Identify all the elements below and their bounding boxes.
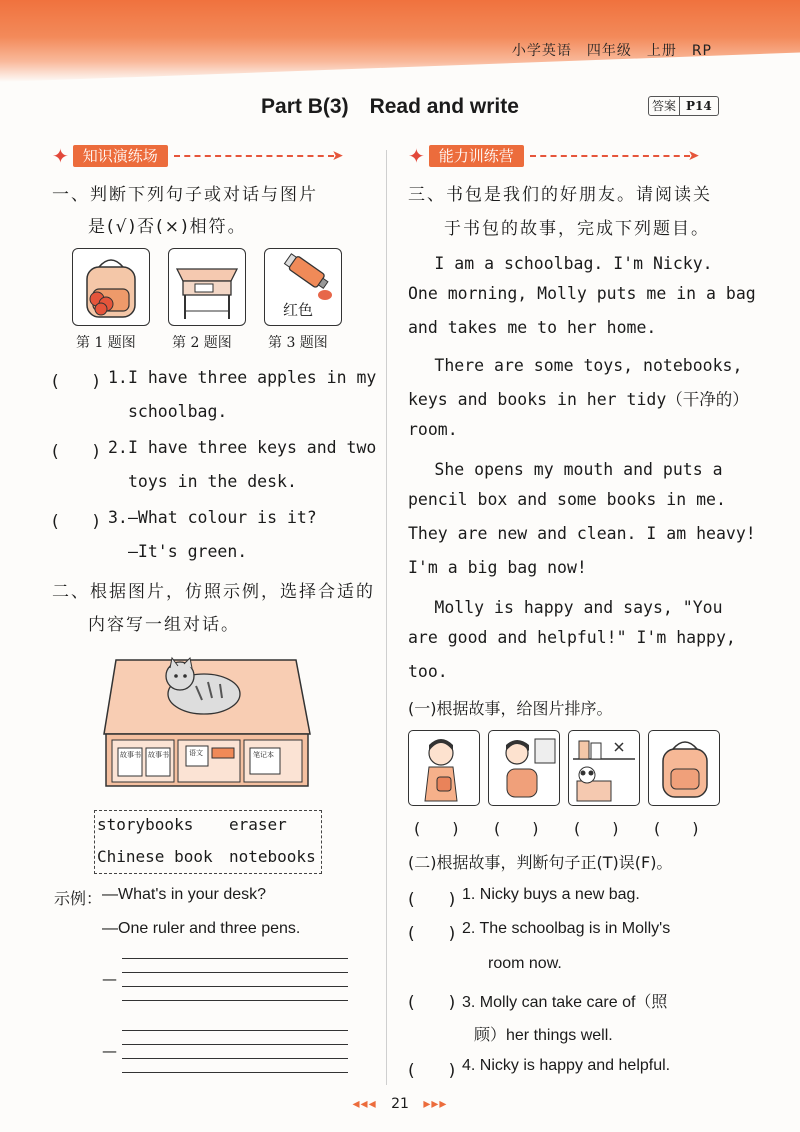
header-meta: 小学英语 四年级 上册 RP (511, 43, 712, 59)
dash-mark: — (102, 1042, 117, 1060)
prev-arrows-icon: ◂◂◂ (352, 1096, 377, 1112)
picture-3 (264, 248, 342, 326)
toys-on-shelf-icon (569, 731, 639, 805)
girl-hugging-bag-icon (489, 731, 559, 805)
q2-instruction-line2: 内容写一组对话。 (88, 615, 240, 635)
schoolbag-icon (649, 731, 719, 805)
desk-with-cat-icon (100, 646, 314, 792)
tf-item-2-line1: 2. The schoolbag is in Molly's (462, 920, 671, 937)
write-line[interactable] (122, 1072, 348, 1073)
picture-3-caption: 第 3 题图 (268, 335, 328, 351)
drawer-label: 故事书 (148, 751, 169, 759)
q1-instruction-line2: 是(√)否(×)相符。 (88, 217, 247, 237)
drawer-label: 语文 (189, 749, 203, 757)
story-line: and takes me to her home. (408, 318, 657, 337)
picture-1-caption: 第 1 题图 (76, 335, 136, 351)
desk-icon (169, 249, 245, 325)
word-bank (94, 810, 322, 874)
story-line: One morning, Molly puts me in a bag (408, 284, 756, 303)
write-line[interactable] (122, 1000, 348, 1001)
order-bracket[interactable]: ( ) (654, 819, 699, 838)
tf-bracket[interactable]: ( ) (408, 993, 456, 1013)
example-answer: —One ruler and three pens. (102, 920, 301, 937)
page-title: Part B(3) Read and write (261, 95, 519, 118)
story-line: room. (408, 420, 458, 439)
order-bracket[interactable]: ( ) (494, 819, 539, 838)
star-icon: ✦ (52, 144, 69, 168)
q1-item-3-line2: —It's green. (128, 542, 248, 561)
order-bracket[interactable]: ( ) (574, 819, 619, 838)
q1-item-2-line2: toys in the desk. (128, 472, 297, 491)
story-line: pencil box and some books in me. (408, 490, 726, 509)
tf-item-4: 4. Nicky is happy and helpful. (462, 1057, 671, 1074)
picture-2-caption: 第 2 题图 (172, 335, 232, 351)
footer (0, 1096, 800, 1112)
drawer-label: 笔记本 (253, 751, 274, 759)
tf-bracket[interactable]: ( ) (408, 1061, 456, 1081)
answer-bracket[interactable]: ( ) (52, 372, 100, 392)
column-divider (386, 150, 387, 1085)
next-arrows-icon: ▸▸▸ (423, 1096, 448, 1112)
section-tag-left (52, 144, 344, 168)
tf-bracket[interactable]: ( ) (408, 890, 456, 910)
drawer-label: 故事书 (120, 751, 141, 759)
q2-instruction-line1: 二、根据图片，仿照示例，选择合适的 (52, 582, 375, 602)
dashed-line (174, 155, 334, 157)
q3-instruction-line2: 于书包的故事，完成下列题目。 (444, 219, 710, 239)
page-number: 21 (391, 1096, 409, 1112)
story-line: She opens my mouth and puts a (408, 460, 723, 479)
write-line[interactable] (122, 1058, 348, 1059)
tf-bracket[interactable]: ( ) (408, 924, 456, 944)
word: storybooks (97, 815, 194, 834)
q1-item-2-line1: I have three keys and two (128, 438, 377, 457)
picture-3-label: 红色 (283, 301, 314, 319)
q1-item-1-num: 1. (108, 368, 128, 387)
story-picture-1 (408, 730, 480, 806)
q1-item-3-num: 3. (108, 508, 128, 527)
q1-item-2-num: 2. (108, 438, 128, 457)
q1-item-3-line1: —What colour is it? (128, 508, 317, 527)
example-question: —What's in your desk? (102, 886, 267, 903)
write-line[interactable] (122, 1030, 348, 1031)
q3-instruction-line1: 三、书包是我们的好朋友。请阅读关 (408, 185, 712, 205)
part1-instruction: (一)根据故事，给图片排序。 (408, 699, 613, 718)
word: notebooks (229, 847, 316, 866)
write-line[interactable] (122, 1044, 348, 1045)
story-picture-4 (648, 730, 720, 806)
answer-badge[interactable] (648, 96, 719, 116)
picture-2 (168, 248, 246, 326)
word: Chinese book (97, 847, 213, 866)
q1-item-1-line1: I have three apples in my (128, 368, 377, 387)
story-line: There are some toys, notebooks, (408, 356, 743, 375)
write-line[interactable] (122, 986, 348, 987)
example-label: 示例： (54, 889, 103, 908)
section-label: 知识演练场 (73, 145, 168, 167)
order-bracket[interactable]: ( ) (414, 819, 459, 838)
tf-item-2-line2: room now. (488, 955, 562, 972)
star-icon: ✦ (408, 144, 425, 168)
story-line: keys and books in her tidy（干净的） (408, 390, 749, 409)
answer-label: 答案 (649, 97, 680, 115)
tf-item-1: 1. Nicky buys a new bag. (462, 886, 640, 903)
answer-bracket[interactable]: ( ) (52, 512, 100, 532)
tf-item-3-line2: 顾）her things well. (474, 1027, 613, 1044)
story-line: They are new and clean. I am heavy! (408, 524, 756, 543)
dashed-line (530, 155, 690, 157)
schoolbag-with-apples-icon (73, 249, 149, 325)
story-picture-3 (568, 730, 640, 806)
story-line: too. (408, 662, 448, 681)
q1-item-1-line2: schoolbag. (128, 402, 228, 421)
part2-instruction: (二)根据故事，判断句子正(T)误(F)。 (408, 853, 673, 872)
dash-mark: — (102, 970, 117, 988)
section-tag-right (408, 144, 700, 168)
q1-instruction-line1: 一、判断下列句子或对话与图片 (52, 185, 318, 205)
answer-bracket[interactable]: ( ) (52, 442, 100, 462)
story-line: are good and helpful!" I'm happy, (408, 628, 736, 647)
word: eraser (229, 815, 287, 834)
desk-with-cat-picture (100, 646, 314, 792)
picture-1 (72, 248, 150, 326)
section-label: 能力训练营 (429, 145, 524, 167)
write-line[interactable] (122, 958, 348, 959)
story-line: I am a schoolbag. I'm Nicky. (408, 254, 713, 273)
story-line: I'm a big bag now! (408, 558, 587, 577)
arrow-icon: ➤ (331, 148, 344, 164)
arrow-icon: ➤ (687, 148, 700, 164)
story-line: Molly is happy and says, "You (408, 598, 723, 617)
story-picture-2 (488, 730, 560, 806)
tf-item-3-line1: 3. Molly can take care of（照 (462, 994, 668, 1011)
write-line[interactable] (122, 972, 348, 973)
girl-with-bag-icon (409, 731, 479, 805)
answer-page: P14 (686, 99, 712, 113)
